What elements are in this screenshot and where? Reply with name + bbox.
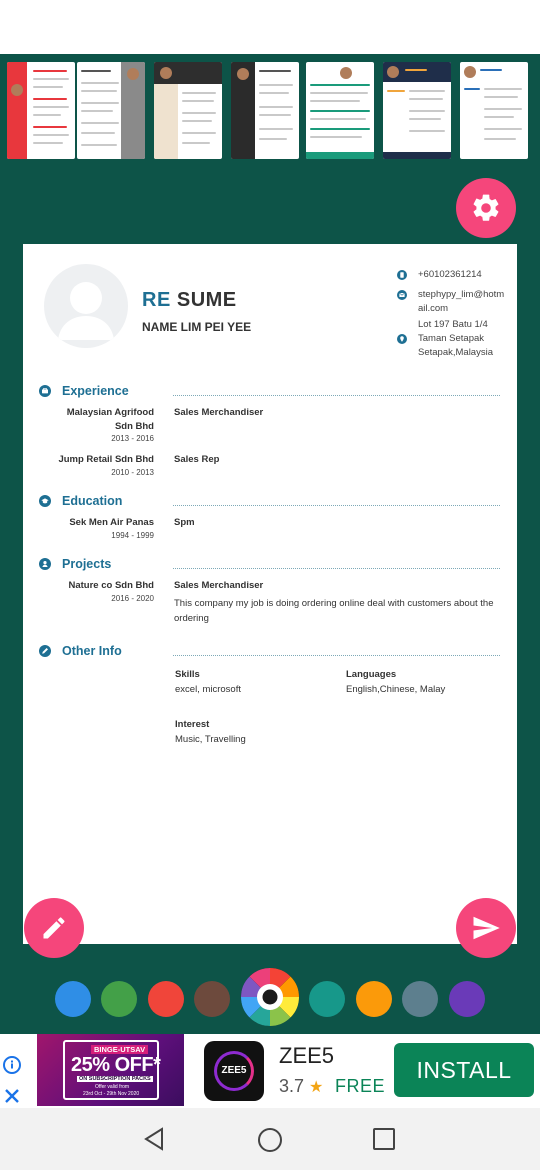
section-education: Education [39,494,122,508]
system-nav-bar [0,1108,540,1170]
person-badge-icon [39,558,51,570]
project-description: This company my job is doing ordering online deal with customers about the ordering [174,598,494,624]
person-icon [44,264,128,348]
home-icon[interactable] [257,1127,283,1153]
template-strip[interactable] [0,62,540,162]
color-swatch-teal[interactable] [309,981,345,1017]
ad-promo-sub: ON SUBSCRIPTION PACKS [79,1076,151,1082]
ad-price: FREE [335,1076,386,1096]
ad-promo-dates: 23rd Oct - 29th Nov 2020 [83,1091,140,1097]
pencil-icon [40,914,68,942]
experience-role: Sales Merchandiser [174,407,264,418]
experience-dates: 2013 - 2016 [111,434,154,443]
experience-org: Malaysian Agrifood Sdn Bhd [66,407,154,432]
install-button[interactable]: INSTALL [394,1043,534,1097]
interest-label: Interest [175,719,210,730]
zee5-logo[interactable] [204,1041,264,1101]
education-role: Spm [174,517,195,528]
color-swatch-brown[interactable] [194,981,230,1017]
project-role: Sales Merchandiser [174,580,264,591]
send-button[interactable] [456,898,516,958]
resume-editor [0,54,540,1034]
experience-role: Sales Rep [174,454,220,465]
languages-value: English,Chinese, Malay [346,684,446,695]
section-projects: Projects [39,557,111,571]
color-swatch-purple[interactable] [449,981,485,1017]
project-dates: 2016 - 2020 [111,594,154,603]
color-wheel-button[interactable] [241,968,299,1026]
template-thumb-blue[interactable] [460,62,528,159]
languages-label: Languages [346,669,397,680]
template-thumb-navy[interactable] [383,62,451,159]
zee5-logo-text: ZEE5 [221,1065,247,1076]
skills-label: Skills [175,669,200,680]
ad-app-name: ZEE5 [279,1043,335,1068]
section-divider [173,655,500,656]
contact-email: stephypy_lim@hotm ail.com [397,288,504,316]
color-wheel-icon [241,968,299,1026]
section-divider [173,505,500,506]
skills-value: excel, microsoft [175,684,241,695]
ad-promo-image[interactable] [37,1034,184,1106]
color-swatch-red[interactable] [148,981,184,1017]
ad-promo-valid: Offer valid from [95,1084,130,1090]
section-other-info: Other Info [39,644,122,658]
contact-address: Lot 197 Batu 1/4 Taman Setapak Setapak,Malaysia [397,318,493,360]
recent-apps-icon[interactable] [372,1127,396,1151]
template-thumb-red[interactable] [7,62,75,159]
resume-title: RE SUME [142,289,237,311]
ad-banner[interactable] [0,1034,540,1108]
ad-close-icon[interactable] [4,1088,20,1104]
template-thumb-gray[interactable] [77,62,145,159]
ad-rating: 3.7 ★ [279,1076,324,1096]
section-divider [173,395,500,396]
phone-icon [397,270,407,280]
status-bar [0,0,540,54]
template-thumb-dark[interactable] [231,62,299,159]
color-swatch-orange[interactable] [356,981,392,1017]
email-icon [397,290,407,300]
template-thumb-beige[interactable] [154,62,222,159]
color-swatch-blue[interactable] [55,981,91,1017]
project-org: Nature co Sdn Bhd [68,580,154,591]
experience-dates: 2010 - 2013 [111,468,154,477]
education-org: Sek Men Air Panas [69,517,154,528]
ad-promo-top: BINGE-UTSAV [91,1045,148,1054]
color-swatch-green[interactable] [101,981,137,1017]
pencil-badge-icon [39,645,51,657]
send-icon [471,913,501,943]
location-pin-icon [397,334,407,344]
interest-value: Music, Travelling [175,734,246,745]
gear-icon [470,192,502,224]
ad-info-icon[interactable] [3,1056,21,1074]
ad-promo-main: 25% OFF* [71,1054,161,1076]
edit-button[interactable] [24,898,84,958]
resume-preview[interactable] [23,244,517,944]
contact-phone: +60102361214 [397,268,482,282]
star-icon: ★ [309,1078,324,1096]
template-thumb-teal[interactable] [306,62,374,159]
resume-name: NAME LIM PEI YEE [142,320,252,334]
section-divider [173,568,500,569]
settings-button[interactable] [456,178,516,238]
color-swatch-slate[interactable] [402,981,438,1017]
profile-photo-placeholder[interactable] [44,264,128,348]
graduation-cap-icon [39,495,51,507]
education-dates: 1994 - 1999 [111,531,154,540]
briefcase-icon [39,385,51,397]
section-experience: Experience [39,384,129,398]
back-icon[interactable] [142,1127,166,1151]
experience-org: Jump Retail Sdn Bhd [58,454,154,465]
